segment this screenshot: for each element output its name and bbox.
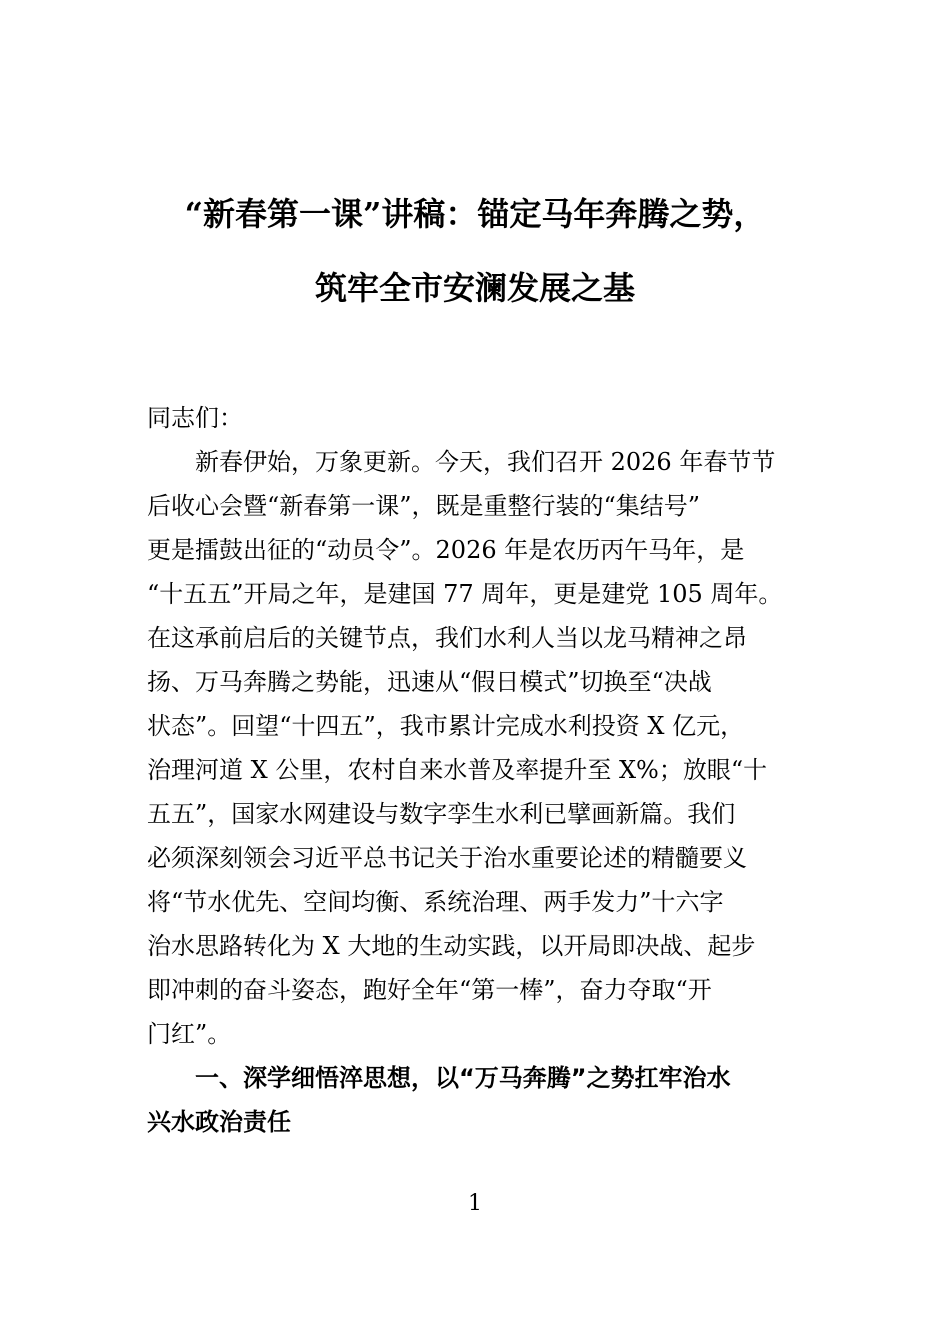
paragraph-line: 扬、万马奔腾之势能，迅速从“假日模式”切换至“决战 <box>147 668 712 696</box>
paragraph-line: 将“节水优先、空间均衡、系统治理、两手发力”十六字 <box>147 888 724 916</box>
paragraph-line: 治理河道 X 公里，农村自来水普及率提升至 X%；放眼“十 <box>147 756 768 784</box>
paragraph-line: 在这承前启后的关键节点，我们水利人当以龙马精神之昂 <box>147 624 747 652</box>
paragraph-line: 新春伊始，万象更新。今天，我们召开 2026 年春节节 <box>195 448 776 476</box>
title-line-2: 筑牢全市安澜发展之基 <box>314 269 635 307</box>
page-number: 1 <box>468 1191 482 1216</box>
paragraph-line: 治水思路转化为 X 大地的生动实践，以开局即决战、起步 <box>147 932 756 960</box>
paragraph-line: 更是擂鼓出征的“动员令”。2026 年是农历丙午马年，是 <box>147 536 745 564</box>
paragraph-line: “十五五”开局之年，是建国 77 周年，更是建党 105 周年。 <box>147 580 783 608</box>
paragraph-line: 后收心会暨“新春第一课”，既是重整行装的“集结号” <box>147 492 701 520</box>
title-line-1: “新春第一课”讲稿：锚定马年奔腾之势， <box>184 195 766 233</box>
paragraph-line: 状态”。回望“十四五”，我市累计完成水利投资 X 亿元， <box>147 712 745 740</box>
paragraph-line: 门红”。 <box>147 1020 232 1048</box>
salutation: 同志们： <box>147 404 243 432</box>
section-heading-line-2: 兴水政治责任 <box>147 1108 291 1136</box>
section-heading-line-1: 一、深学细悟淬思想，以“万马奔腾”之势扛牢治水 <box>195 1064 731 1092</box>
paragraph-line: 五五”，国家水网建设与数字孪生水利已擘画新篇。我们 <box>147 800 736 828</box>
paragraph-line: 必须深刻领会习近平总书记关于治水重要论述的精髓要义 <box>147 844 747 872</box>
paragraph-line: 即冲刺的奋斗姿态，跑好全年“第一棒”，奋力夺取“开 <box>147 976 712 1004</box>
